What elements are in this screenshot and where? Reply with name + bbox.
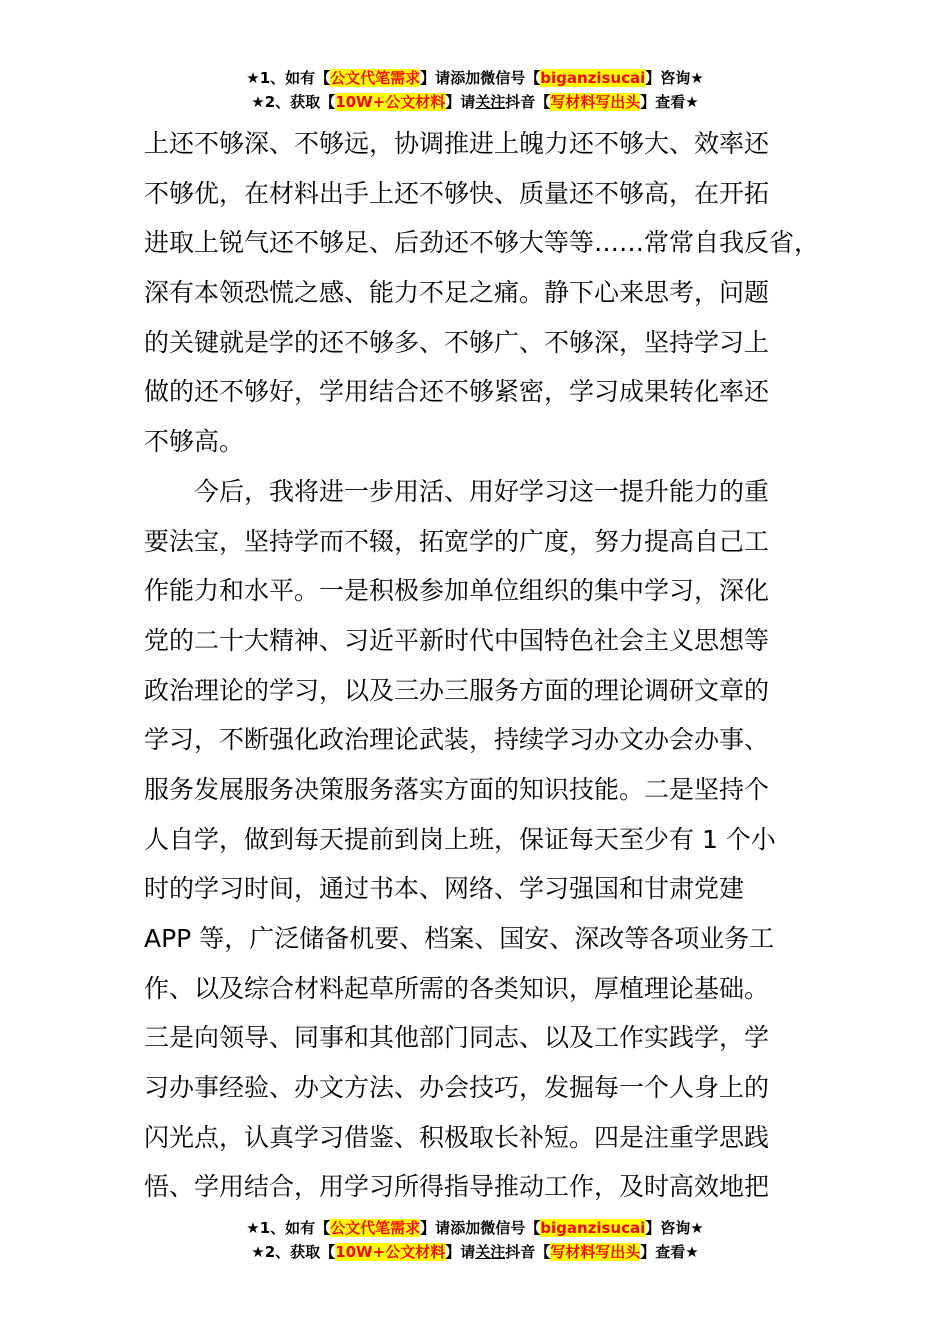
text-line: 要法宝，坚持学而不辍，拓宽学的广度，努力提高自己工 (144, 526, 770, 556)
footer-banner-line-2 (0, 1240, 950, 1264)
text-line: APP 等，广泛储备机要、档案、国安、深改等各项业务工 (144, 924, 775, 953)
star-icon: ★ (251, 93, 265, 111)
highlight-service: 公文代笔需求 (330, 69, 421, 87)
banner-text: 微信号【 (480, 69, 541, 87)
banner-text: 抖音【 (505, 93, 551, 111)
text-line: 的关键就是学的还不够多、不够广、不够深，坚持学习上 (144, 327, 770, 357)
banner-text: 2、获取【 (264, 1243, 336, 1261)
star-icon: ★ (251, 1243, 265, 1261)
highlight-service: 公文代笔需求 (330, 1219, 421, 1237)
text-line: 悟、学用结合，用学习所得指导推动工作，及时高效地把 (144, 1172, 770, 1202)
text-line: 人自学，做到每天提前到岗上班，保证每天至少有 1 个小 (144, 824, 776, 854)
text-line: 做的还不够好，学用结合还不够紧密，学习成果转化率还 (144, 377, 770, 407)
banner-text: 】咨询★ (645, 69, 704, 87)
banner-text: 2、获取【 (264, 93, 336, 111)
banner-text: 】请 (445, 1243, 476, 1261)
text-line: 政治理论的学习，以及三办三服务方面的理论调研文章的 (144, 675, 770, 705)
highlight-douyin-account: 写材料写出头 (550, 1243, 641, 1261)
text-line: 作能力和水平。一是积极参加单位组织的集中学习，深化 (144, 576, 770, 606)
highlight-materials: 10W+公文材料 (335, 93, 446, 111)
text-line: 不够优，在材料出手上还不够快、质量还不够高，在开拓 (144, 178, 770, 208)
text-line: 服务发展服务决策服务落实方面的知识技能。二是坚持个 (144, 774, 770, 804)
banner-text: 抖音【 (505, 1243, 551, 1261)
highlight-wechat-id: biganzisucai (540, 69, 646, 87)
banner-text: 】请 (420, 69, 451, 87)
text-line: 学习，不断强化政治理论武装，持续学习办文办会办事、 (144, 725, 770, 755)
footer-banner (0, 1216, 950, 1264)
highlight-douyin-account: 写材料写出头 (550, 93, 641, 111)
header-banner (0, 66, 950, 114)
header-banner-line-2 (0, 90, 950, 114)
text-line: 三是向领导、同事和其他部门同志、以及工作实践学，学 (144, 1023, 770, 1053)
banner-text: 微信号【 (480, 1219, 541, 1237)
star-icon: ★ (246, 69, 260, 87)
highlight-wechat-id: biganzisucai (540, 1219, 646, 1237)
header-banner-line-1 (0, 66, 950, 90)
banner-text: 1、如有【 (259, 69, 331, 87)
banner-emphasis: 添加 (450, 69, 481, 87)
footer-banner-line-1 (0, 1216, 950, 1240)
text-line: 不够高。 (144, 427, 245, 457)
banner-text: 】查看★ (640, 93, 699, 111)
banner-text: 】请 (445, 93, 476, 111)
banner-text: 1、如有【 (259, 1219, 331, 1237)
text-line: 今后，我将进一步用活、用好学习这一提升能力的重 (144, 476, 770, 506)
text-line: 作、以及综合材料起草所需的各类知识，厚植理论基础。 (144, 973, 770, 1003)
banner-text: 】咨询★ (645, 1219, 704, 1237)
text-line: 党的二十大精神、习近平新时代中国特色社会主义思想等 (144, 625, 770, 655)
text-line: 时的学习时间，通过书本、网络、学习强国和甘肃党建 (144, 874, 745, 904)
banner-emphasis: 添加 (450, 1219, 481, 1237)
star-icon: ★ (246, 1219, 260, 1237)
text-line: 上还不够深、不够远，协调推进上魄力还不够大、效率还 (144, 129, 770, 158)
text-line: 深有本领恐慌之感、能力不足之痛。静下心来思考，问题 (144, 278, 770, 308)
highlight-materials: 10W+公文材料 (335, 1243, 446, 1261)
text-line: 进取上锐气还不够足、后劲还不够大等等……常常自我反省， (144, 228, 820, 258)
banner-text: 】请 (420, 1219, 451, 1237)
document-body (144, 119, 824, 1212)
text-line: 闪光点，认真学习借鉴、积极取长补短。四是注重学思践 (144, 1122, 770, 1152)
banner-emphasis: 关注 (475, 93, 506, 111)
banner-text: 】查看★ (640, 1243, 699, 1261)
banner-emphasis: 关注 (475, 1243, 506, 1261)
text-line: 习办事经验、办文方法、办会技巧，发掘每一个人身上的 (144, 1073, 770, 1103)
